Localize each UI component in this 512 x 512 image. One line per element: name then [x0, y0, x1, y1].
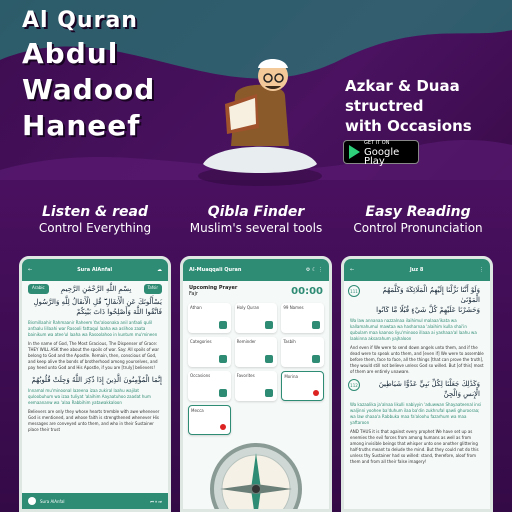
back-arrow-icon[interactable]: ← — [350, 267, 355, 273]
brand-line-2: Abdul — [22, 37, 119, 70]
compass-icon — [206, 439, 306, 512]
play-pause-icon[interactable] — [28, 497, 36, 505]
app-toolbar — [344, 259, 490, 281]
toggle-dot-icon — [313, 390, 319, 396]
ayah-arabic: وَكَذَٰلِكَ جَعَلْنَا لِكُلِّ نَبِيٍّ عَدُوًّا شَيَاطِينَ الْإِنسِ وَالْجِنِّ — [378, 380, 480, 398]
tile-athan[interactable]: Athan — [188, 303, 231, 333]
ayah-arabic: إِنَّمَا الْمُؤْمِنُونَ الَّذِينَ إِذَا ذُكِرَ اللَّهُ وَجِلَتْ قُلُوبُهُمْ — [31, 376, 162, 384]
app-brand-title — [22, 6, 155, 144]
tile-99-names[interactable]: 99 Names — [281, 303, 324, 333]
feature-heading: Listen & read — [41, 204, 149, 220]
upcoming-prayer — [183, 281, 329, 299]
feature-qibla — [171, 204, 341, 236]
names-icon — [312, 321, 320, 329]
more-icon[interactable]: ⋮ — [478, 267, 484, 273]
google-play-button[interactable] — [343, 139, 419, 167]
phone-screen-reader — [19, 256, 171, 512]
tile-occasions[interactable]: Occasions — [188, 371, 231, 401]
ayah-translation: And even if We were to send down angels unto them, and if the dead were to speak unto them, and [even if] We were to assemble before them, face to face, all the things [that can prove the truth], they would still not believe unless God so willed. But [of this] most of them are entirely unaware. — [350, 345, 484, 374]
brand-line-3: Wadood — [22, 73, 156, 106]
phone-screen-home — [180, 256, 332, 512]
back-arrow-icon[interactable]: ← — [28, 267, 33, 273]
tile-categories[interactable]: Categories — [188, 337, 231, 367]
brand-line-1: Al Quran — [22, 8, 138, 33]
arabic-chip[interactable]: Arabic — [28, 284, 49, 294]
ayah-transliteration: Wa kazaalika ja'alnaa likulli nabiyyin 'aduwwan Shayaateenal insi waljinni yoohee ba'duhum ilaa ba'din zukhrufal qawli ghurooraa; wa law shaaa'a Rabbuka maa fa'aloohu fazarhum wa maa yaftaroon — [350, 402, 482, 425]
heart-icon — [265, 389, 273, 397]
player-title: Sura AlAnfal — [40, 498, 65, 504]
screen-title: Al-Muaqqali Quran — [189, 267, 242, 273]
ayah-transliteration: Wa law annanaa nazzalnaa ilaihimul malaaa'ikata wa kallamahumul mawtaa wa hasharnaa 'alaihim kulla shai'in qubulam maa kaanoo liyu'minooo illaaa ai yashaaa'al laahu wa laakinna aksarahum yajhaloon — [350, 318, 477, 341]
skip-icon[interactable]: ⏮ ⏸ ⏭ — [150, 498, 162, 504]
screen-title: Juz 8 — [409, 267, 424, 273]
ayah-arabic: وَلَوْ أَنَّنَا نَزَّلْنَا إِلَيْهِمُ الْمَلَائِكَةَ وَكَلَّمَهُمُ الْمَوْتَىٰ — [382, 286, 480, 304]
app-toolbar — [22, 259, 168, 281]
tile-favorites[interactable]: Favorites — [235, 371, 278, 401]
athan-icon — [219, 321, 227, 329]
ayah-transliteration: Bismillaahir Rahmaanir Raheem Yas'aloonaka anil anfaali qulil anfaalu lillaahi war Rasooli fattaqul laaha wa aslihoo zaata bainikum wa atee'ul laaha wa Rasoolahoo in kuntum mu'mineen — [28, 320, 158, 337]
screen-title: Sura AlAnfal — [77, 267, 113, 273]
ayah-arabic: وَحَشَرْنَا عَلَيْهِمْ كُلَّ شَيْءٍ قُبُلًا مَّا كَانُوا — [376, 306, 480, 314]
tile-morina[interactable]: Morina — [281, 371, 324, 401]
tile-tasbih[interactable]: Tasbih — [281, 337, 324, 367]
app-toolbar — [183, 259, 329, 281]
feature-subheading: Control Everything — [38, 221, 152, 235]
ayah-transliteration: Innamal mu'minoonal lazeena izaa zukiral laahu wajilat quloobuhum wa izaa tuliyat 'alaihim Aayaatuhoo zaadat hum eemaananw wa 'alaa Rabbihim yatawakkaloon — [28, 388, 151, 405]
toggle-dot-icon — [220, 424, 226, 430]
tagline-line-2: structred — [345, 97, 424, 115]
tafsir-chip[interactable]: Tafsir — [144, 284, 162, 294]
phone-screen-juz — [341, 256, 493, 512]
play-badge-large-text: Google Play — [364, 146, 400, 167]
reminder-icon — [265, 355, 273, 363]
upcoming-time: 00:00 — [291, 285, 323, 297]
feature-subheading: Control Pronunciation — [353, 221, 483, 235]
feature-heading: Qibla Finder — [207, 204, 305, 220]
occasions-icon — [219, 389, 227, 397]
tile-holy-quran[interactable]: Holy Quran — [235, 303, 278, 333]
audio-player[interactable] — [22, 493, 168, 509]
tagline-line-1: Azkar & Duaa — [345, 77, 460, 95]
tile-reminder[interactable]: Reminder — [235, 337, 278, 367]
tagline — [345, 76, 472, 136]
ayah-number-badge: 111 — [348, 285, 360, 297]
google-play-icon — [349, 145, 360, 159]
quran-icon — [265, 321, 273, 329]
feature-subheading: Muslim's several tools — [189, 221, 323, 235]
ayah-arabic: فَاتَّقُوا اللَّهَ وَأَصْلِحُوا ذَاتَ بَيْنِكُمْ — [76, 308, 162, 316]
ayah-arabic: يَسْأَلُونَكَ عَنِ الْأَنفَالِ ۖ قُلِ الْأَنفَالُ لِلَّهِ وَالرَّسُولِ — [33, 298, 162, 306]
ayah-translation: In the name of God, The Most Gracious, The Dispenser of Grace: THEY WILL ASK thee about the spoils of war. Say: All spoils of war belong to God and the Apostle. Remain, then, conscious of God, and keep alive the bonds of brotherhood among yourselves, and pay heed unto God and His Apostle, if you are [truly] believers! — [28, 341, 160, 370]
ayah-translation: Believers are only they whose hearts tremble with awe whenever God is mentioned, and whose faith is strengthened whenever His messages are conveyed unto them, and who in their Sustainer place their trust — [28, 409, 160, 432]
feature-reading — [333, 204, 503, 236]
upcoming-label: Upcoming Prayer — [189, 285, 238, 291]
categories-icon — [219, 355, 227, 363]
ayah-translation: AND THUS it is that against every prophet We have set up as enemies the evil forces from among humans as well as from among invisible beings that whisper unto one another glittering half-truths meant to delude the mind. But they could not do this unless thy Sustainer had so willed: stand, therefore, aloof from them and from all their false imagery! — [350, 429, 479, 464]
tasbih-icon — [312, 355, 320, 363]
reader-illustration — [185, 36, 335, 186]
upcoming-name: Fajr — [189, 291, 198, 297]
ayah-number-badge: 112 — [348, 379, 360, 391]
tile-mecca[interactable]: Mecca — [188, 405, 231, 435]
feature-heading: Easy Reading — [365, 204, 471, 220]
brand-line-4: Haneef — [22, 109, 141, 142]
settings-icon[interactable]: ⚙ ☾ ⋮ — [305, 267, 323, 273]
play-badge-small-text: GET IT ON — [364, 139, 390, 146]
feature-listen — [10, 204, 180, 236]
tools-grid — [183, 299, 329, 439]
tagline-line-3: with Occasions — [345, 117, 472, 135]
cloud-icon[interactable]: ☁ — [156, 267, 162, 273]
bismillah: بِسْمِ اللَّهِ الرَّحْمَٰنِ الرَّحِيمِ — [60, 285, 132, 293]
